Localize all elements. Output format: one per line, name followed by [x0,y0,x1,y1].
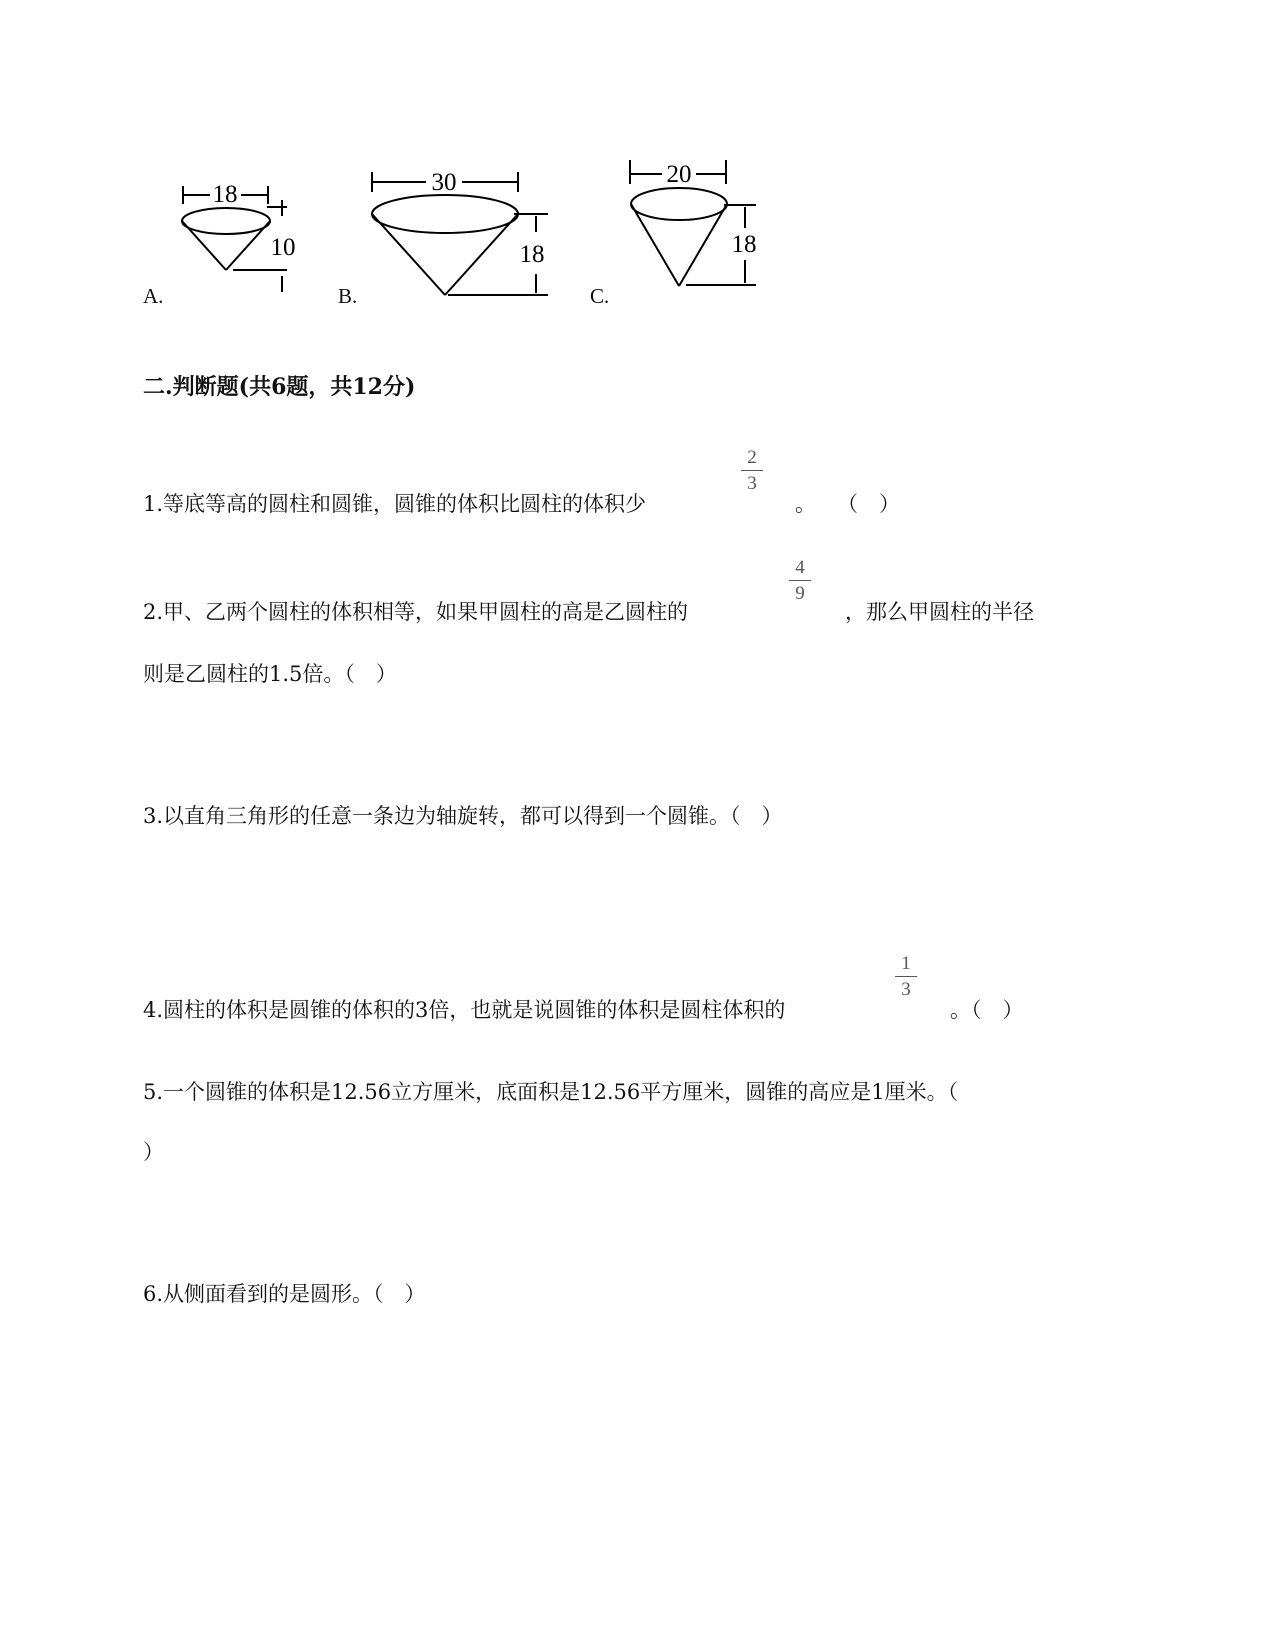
question-5-line2: ） [143,1140,164,1164]
question-2-fraction [785,556,815,605]
option-c-label: C. [590,284,610,308]
fraction-denominator: 3 [901,979,911,1000]
option-a-diameter: 18 [212,181,238,208]
option-b-diameter: 30 [431,169,457,196]
fraction-numerator: 2 [747,447,757,468]
fraction-numerator: 4 [795,557,805,578]
cone-figure-a [175,178,305,298]
question-5-text: 5.一个圆锥的体积是12.56立方厘米，底面积是12.56平方厘米，圆锥的高应是1厘米。（ [143,1080,959,1104]
question-4-after: 。（ ） [950,998,1024,1022]
option-c-diameter: 20 [666,161,692,188]
option-b-height: 18 [519,241,545,268]
question-2-after: ，那么甲圆柱的半径 [845,600,1034,624]
cone-figure-c [624,156,764,291]
question-4-text: 4.圆柱的体积是圆锥的体积的3倍，也就是说圆锥的体积是圆柱体积的 [143,998,786,1022]
option-c-height: 18 [731,231,757,258]
option-a-height: 10 [270,234,296,261]
question-1-text: 1.等底等高的圆柱和圆锥，圆锥的体积比圆柱的体积少 [143,492,647,516]
option-b-label: B. [338,284,358,308]
question-6-text: 6.从侧面看到的是圆形。（ ） [143,1282,426,1306]
question-3-text: 3.以直角三角形的任意一条边为轴旋转，都可以得到一个圆锥。（ ） [143,804,783,828]
question-2-text: 2.甲、乙两个圆柱的体积相等，如果甲圆柱的高是乙圆柱的 [143,600,689,624]
option-a-label: A. [143,284,164,308]
fraction-denominator: 3 [747,473,757,494]
cone-figure-b [366,164,556,299]
section-title: 二.判断题(共6题，共12分) [143,374,416,400]
question-4-fraction [891,952,921,1001]
question-1-after: 。 （ ） [795,492,900,516]
fraction-denominator: 9 [795,583,805,604]
question-2-line2: 则是乙圆柱的1.5倍。（ ） [143,662,397,686]
fraction-numerator: 1 [901,953,911,974]
question-1-fraction [737,446,767,495]
